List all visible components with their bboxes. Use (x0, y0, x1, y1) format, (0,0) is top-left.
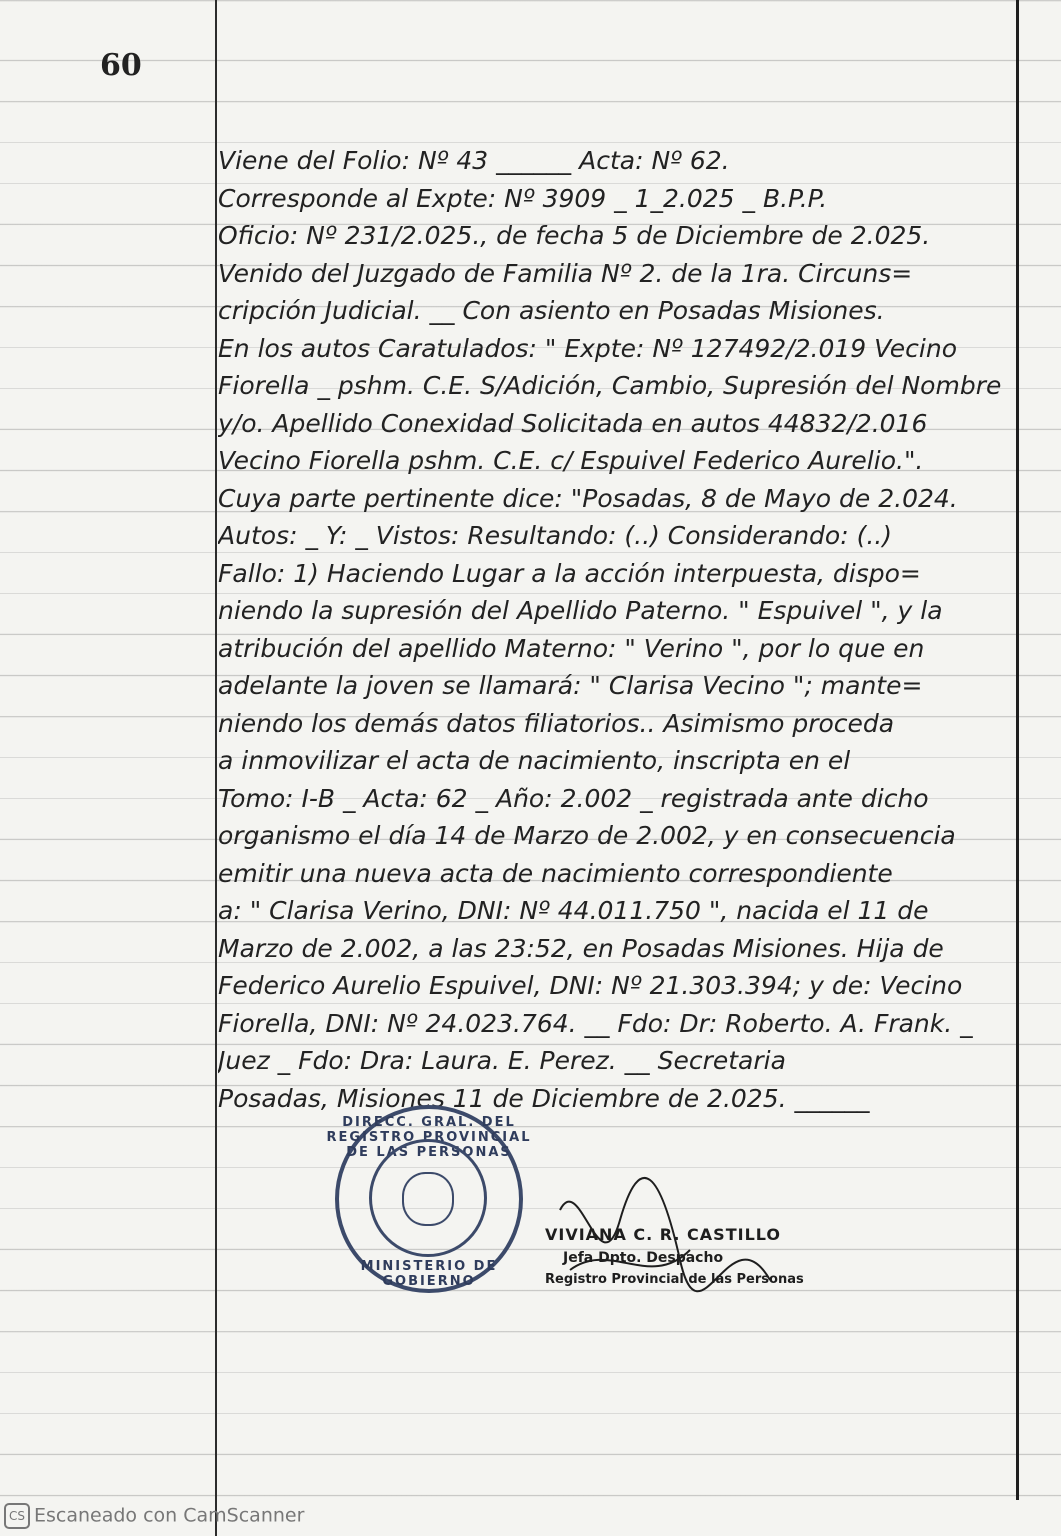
text-line: En los autos Caratulados: " Expte: Nº 127492/2.019 Vecino (218, 333, 957, 363)
text-line: Oficio: Nº 231/2.025., de fecha 5 de Diciembre de 2.025. (218, 221, 931, 250)
stamp-inner-ring (369, 1139, 487, 1257)
signatory-title: Jefa Dpto. Despacho (563, 1250, 724, 1266)
text-line: Vecino Fiorella pshm. C.E. c/ Espuivel Federico Aurelio.". (218, 446, 924, 475)
signatory-office: Registro Provincial de las Personas (545, 1272, 804, 1287)
text-line: Posadas, Misiones 11 de Diciembre de 2.025. ______ (218, 1083, 870, 1113)
provincial-seal-icon (402, 1172, 454, 1226)
stamp-inner-text: MINISTERIO DE GOBIERNO (360, 1259, 498, 1289)
text-line: Corresponde al Expte: Nº 3909 _ 1_2.025 _ B.P.P. (218, 183, 828, 213)
text-line: Fallo: 1) Haciendo Lugar a la acción interpuesta, dispo= (218, 558, 921, 588)
text-line: Autos: _ Y: _ Vistos: Resultando: (..) Considerando: (..) (218, 521, 892, 550)
text-line: Marzo de 2.002, a las 23:52, en Posadas Misiones. Hija de (218, 933, 944, 963)
page-number: 60 (100, 48, 142, 83)
text-line: organismo el día 14 de Marzo de 2.002, y en consecuencia (218, 821, 956, 850)
signature-block (545, 1225, 804, 1287)
text-line: Federico Aurelio Espuivel, DNI: Nº 21.303.394; y de: Vecino (218, 971, 963, 1000)
camscanner-logo-icon: CS (4, 1503, 30, 1529)
text-line: a: " Clarisa Verino, DNI: Nº 44.011.750 ", nacida el 11 de (218, 896, 929, 925)
text-line: Venido del Juzgado de Familia Nº 2. de la 1ra. Circuns= (218, 258, 913, 288)
text-line: y/o. Apellido Conexidad Solicitada en autos 44832/2.016 (218, 408, 928, 438)
text-line: a inmovilizar el acta de nacimiento, inscripta en el (218, 746, 851, 775)
margin-line (215, 0, 217, 1536)
text-line: Fiorella _ pshm. C.E. S/Adición, Cambio, Supresión del Nombre (218, 371, 1002, 400)
scanner-text: Escaneado con CamScanner (34, 1504, 305, 1527)
text-line: Viene del Folio: Nº 43 ______ Acta: Nº 62. (218, 146, 730, 175)
scanner-watermark (4, 1503, 304, 1529)
text-line: Cuya parte pertinente dice: "Posadas, 8 de Mayo de 2.024. (218, 483, 958, 513)
official-stamp (326, 1105, 532, 1293)
stamp-outer-text: DIRECC. GRAL. DEL REGISTRO PROVINCIAL DE LAS PERSONAS (326, 1115, 532, 1160)
text-line: niendo la supresión del Apellido Paterno. " Espuivel ", y la (218, 596, 943, 625)
text-line: adelante la joven se llamará: " Clarisa Vecino "; mante= (218, 671, 923, 700)
text-line: atribución del apellido Materno: " Verino ", por lo que en (218, 633, 925, 663)
text-line: Tomo: I-B _ Acta: 62 _ Año: 2.002 _ registrada ante dicho (218, 783, 929, 813)
text-line: emitir una nueva acta de nacimiento correspondiente (218, 858, 893, 888)
text-line: Fiorella, DNI: Nº 24.023.764. __ Fdo: Dr: Roberto. A. Frank. _ (218, 1008, 973, 1038)
text-line: niendo los demás datos filiatorios.. Asimismo proceda (218, 708, 895, 738)
text-line: cripción Judicial. __ Con asiento en Posadas Misiones. (218, 296, 885, 325)
signatory-name: VIVIANA C. R. CASTILLO (545, 1225, 781, 1244)
text-line: Juez _ Fdo: Dra: Laura. E. Perez. __ Secretaria (218, 1046, 786, 1075)
